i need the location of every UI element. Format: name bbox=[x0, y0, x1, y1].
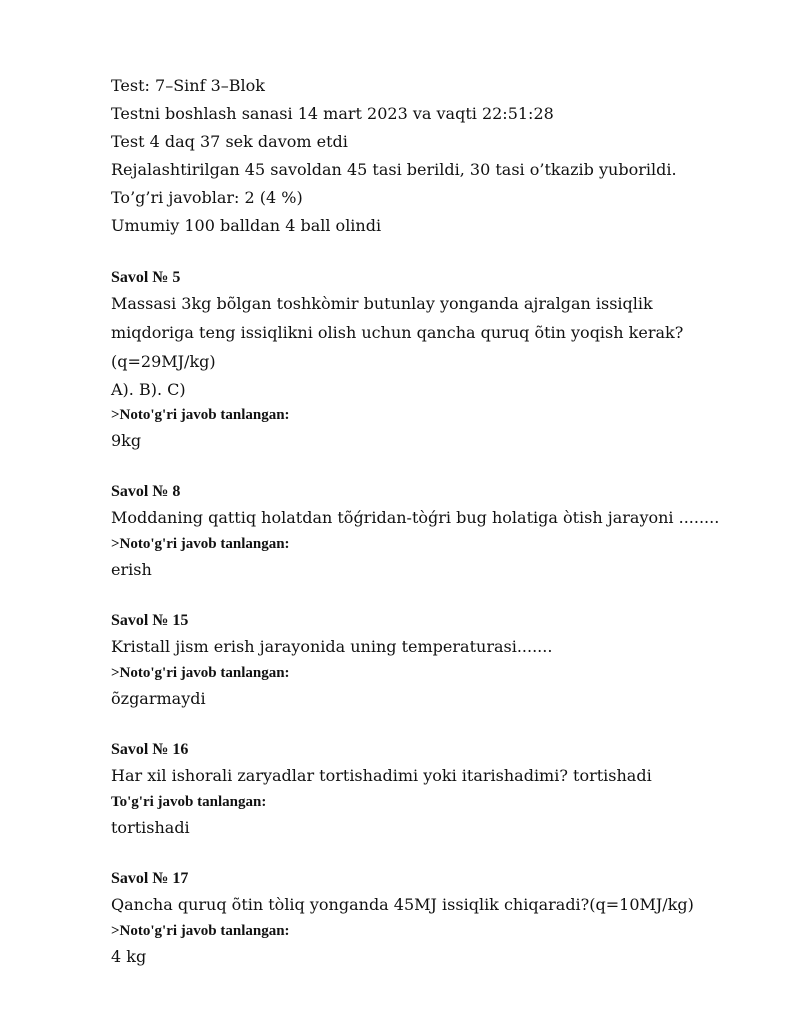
test-results-document bbox=[111, 72, 751, 997]
selected-answer: 9kg bbox=[111, 431, 142, 450]
answer-verdict: >Noto'g'ri javob tanlangan: bbox=[111, 665, 290, 681]
question-16 bbox=[111, 739, 751, 841]
test-summary bbox=[111, 72, 751, 240]
answer-verdict: >Noto'g'ri javob tanlangan: bbox=[111, 407, 290, 423]
selected-answer: tortishadi bbox=[111, 818, 190, 837]
question-text: Har xil ishorali zaryadlar tortishadimi yoki itarishadimi? tortishadi bbox=[111, 766, 652, 785]
answer-verdict: >Noto'g'ri javob tanlangan: bbox=[111, 923, 290, 939]
question-text: Kristall jism erish jarayonida uning temperaturasi....... bbox=[111, 637, 553, 656]
question-title: Savol № 17 bbox=[111, 870, 189, 887]
questions-planned: Rejalashtirilgan 45 savoldan 45 tasi berildi, 30 tasi o’tkazib yuborildi. bbox=[111, 160, 677, 179]
question-title: Savol № 5 bbox=[111, 269, 181, 286]
total-score: Umumiy 100 balldan 4 ball olindi bbox=[111, 216, 382, 235]
start-datetime: Testni boshlash sanasi 14 mart 2023 va vaqti 22:51:28 bbox=[111, 104, 554, 123]
correct-answers: To’g’ri javoblar: 2 (4 %) bbox=[111, 188, 303, 207]
answer-verdict: To'g'ri javob tanlangan: bbox=[111, 794, 267, 810]
question-17 bbox=[111, 868, 751, 970]
question-options: A). B). C) bbox=[111, 380, 186, 399]
question-5 bbox=[111, 267, 751, 454]
question-title: Savol № 8 bbox=[111, 483, 181, 500]
test-duration: Test 4 daq 37 sek davom etdi bbox=[111, 132, 348, 151]
question-8 bbox=[111, 481, 751, 583]
answer-verdict: >Noto'g'ri javob tanlangan: bbox=[111, 536, 290, 552]
question-title: Savol № 15 bbox=[111, 612, 189, 629]
test-name: Test: 7–Sinf 3–Blok bbox=[111, 76, 265, 95]
question-text: Qancha quruq õtin tòliq yonganda 45MJ issiqlik chiqaradi?(q=10MJ/kg) bbox=[111, 895, 694, 914]
question-text: Massasi 3kg bõlgan toshkòmir butunlay yonganda ajralgan issiqlik miqdoriga teng issiqlikni olish uchun qancha quruq õtin yoqish kerak?(q=29MJ/kg) bbox=[111, 294, 684, 371]
selected-answer: erish bbox=[111, 560, 152, 579]
question-title: Savol № 16 bbox=[111, 741, 189, 758]
question-15 bbox=[111, 610, 751, 712]
selected-answer: 4 kg bbox=[111, 947, 147, 966]
question-text: Moddaning qattiq holatdan tõǵridan-tòǵri bug holatiga òtish jarayoni ........ bbox=[111, 508, 720, 527]
selected-answer: õzgarmaydi bbox=[111, 689, 206, 708]
